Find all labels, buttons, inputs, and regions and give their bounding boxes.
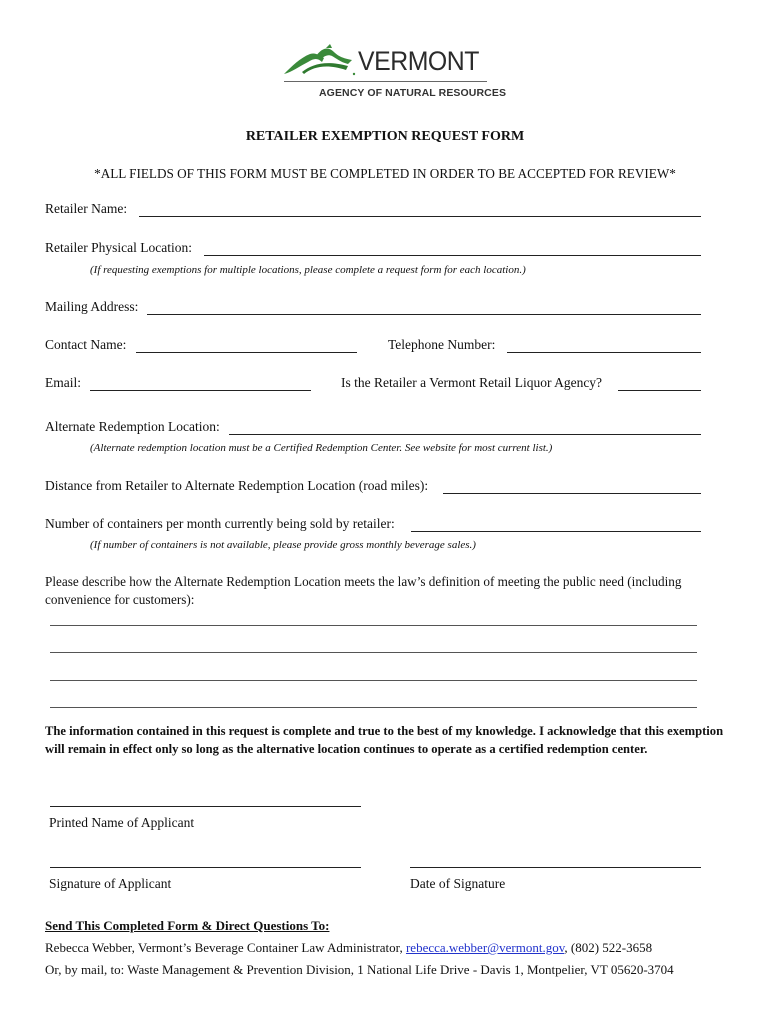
retailer-name-label: Retailer Name: bbox=[45, 201, 128, 216]
signature-field[interactable] bbox=[50, 867, 361, 868]
distance-field[interactable] bbox=[443, 493, 701, 494]
logo-wordmark: VERMONT bbox=[358, 46, 479, 76]
alt-location-label: Alternate Redemption Location: bbox=[45, 419, 220, 434]
liquor-agency-label: Is the Retailer a Vermont Retail Liquor Agency? bbox=[341, 375, 603, 390]
mailing-address-field[interactable] bbox=[147, 314, 701, 315]
form-title: RETAILER EXEMPTION REQUEST FORM bbox=[245, 129, 525, 144]
admin-contact-line bbox=[45, 940, 652, 956]
send-heading: Send This Completed Form & Direct Questions To: bbox=[45, 918, 330, 933]
alt-location-note: (Alternate redemption location must be a Certified Redemption Center. See website for most current list.) bbox=[90, 442, 553, 454]
retailer-name-field[interactable] bbox=[139, 216, 701, 217]
admin-email-link[interactable]: rebecca.webber@vermont.gov bbox=[405, 940, 565, 955]
physical-location-label: Retailer Physical Location: bbox=[45, 240, 192, 255]
liquor-agency-field[interactable] bbox=[618, 390, 701, 391]
printed-name-field[interactable] bbox=[50, 806, 361, 807]
logo-divider bbox=[284, 81, 487, 82]
describe-line-4[interactable] bbox=[50, 707, 697, 708]
contact-name-field[interactable] bbox=[136, 352, 357, 353]
telephone-label: Telephone Number: bbox=[388, 337, 496, 352]
form-notice: *ALL FIELDS OF THIS FORM MUST BE COMPLETED IN ORDER TO BE ACCEPTED FOR REVIEW* bbox=[94, 166, 676, 181]
distance-label: Distance from Retailer to Alternate Redemption Location (road miles): bbox=[45, 478, 429, 493]
physical-location-field[interactable] bbox=[204, 255, 701, 256]
admin-name-text: Rebecca Webber, Vermont’s Beverage Container Law Administrator, bbox=[45, 940, 406, 955]
date-label: Date of Signature bbox=[410, 876, 506, 891]
describe-label: Please describe how the Alternate Redemption Location meets the law’s definition of meeting the public need (including convenience for customers): bbox=[45, 574, 682, 607]
mail-address-line: Or, by mail, to: Waste Management & Prevention Division, 1 National Life Drive - Davis 1, Montpelier, VT 05620-3704 bbox=[45, 962, 674, 977]
agency-logo bbox=[282, 44, 507, 104]
vermont-mountain-logo-icon bbox=[282, 44, 362, 80]
certification-statement: The information contained in this request is complete and true to the best of my knowledge. I acknowledge that this exemption will remain in effect only so long as the alternative location continues to operate as a certified redemption center. bbox=[45, 724, 724, 756]
describe-line-2[interactable] bbox=[50, 652, 697, 653]
describe-line-1[interactable] bbox=[50, 625, 697, 626]
containers-note: (If number of containers is not available, please provide gross monthly beverage sales.) bbox=[90, 539, 476, 551]
mailing-address-label: Mailing Address: bbox=[45, 299, 139, 314]
containers-field[interactable] bbox=[411, 531, 701, 532]
alt-location-field[interactable] bbox=[229, 434, 701, 435]
containers-label: Number of containers per month currently being sold by retailer: bbox=[45, 516, 395, 531]
signature-label: Signature of Applicant bbox=[49, 876, 172, 891]
telephone-field[interactable] bbox=[507, 352, 701, 353]
logo-agency-name: AGENCY OF NATURAL RESOURCES bbox=[319, 87, 507, 99]
physical-location-note: (If requesting exemptions for multiple locations, please complete a request form for each location.) bbox=[90, 264, 526, 276]
describe-line-3[interactable] bbox=[50, 680, 697, 681]
admin-phone-text: , (802) 522-3658 bbox=[564, 940, 653, 955]
contact-name-label: Contact Name: bbox=[45, 337, 127, 352]
date-field[interactable] bbox=[410, 867, 701, 868]
email-field[interactable] bbox=[90, 390, 311, 391]
email-label: Email: bbox=[45, 375, 81, 390]
printed-name-label: Printed Name of Applicant bbox=[49, 815, 195, 830]
